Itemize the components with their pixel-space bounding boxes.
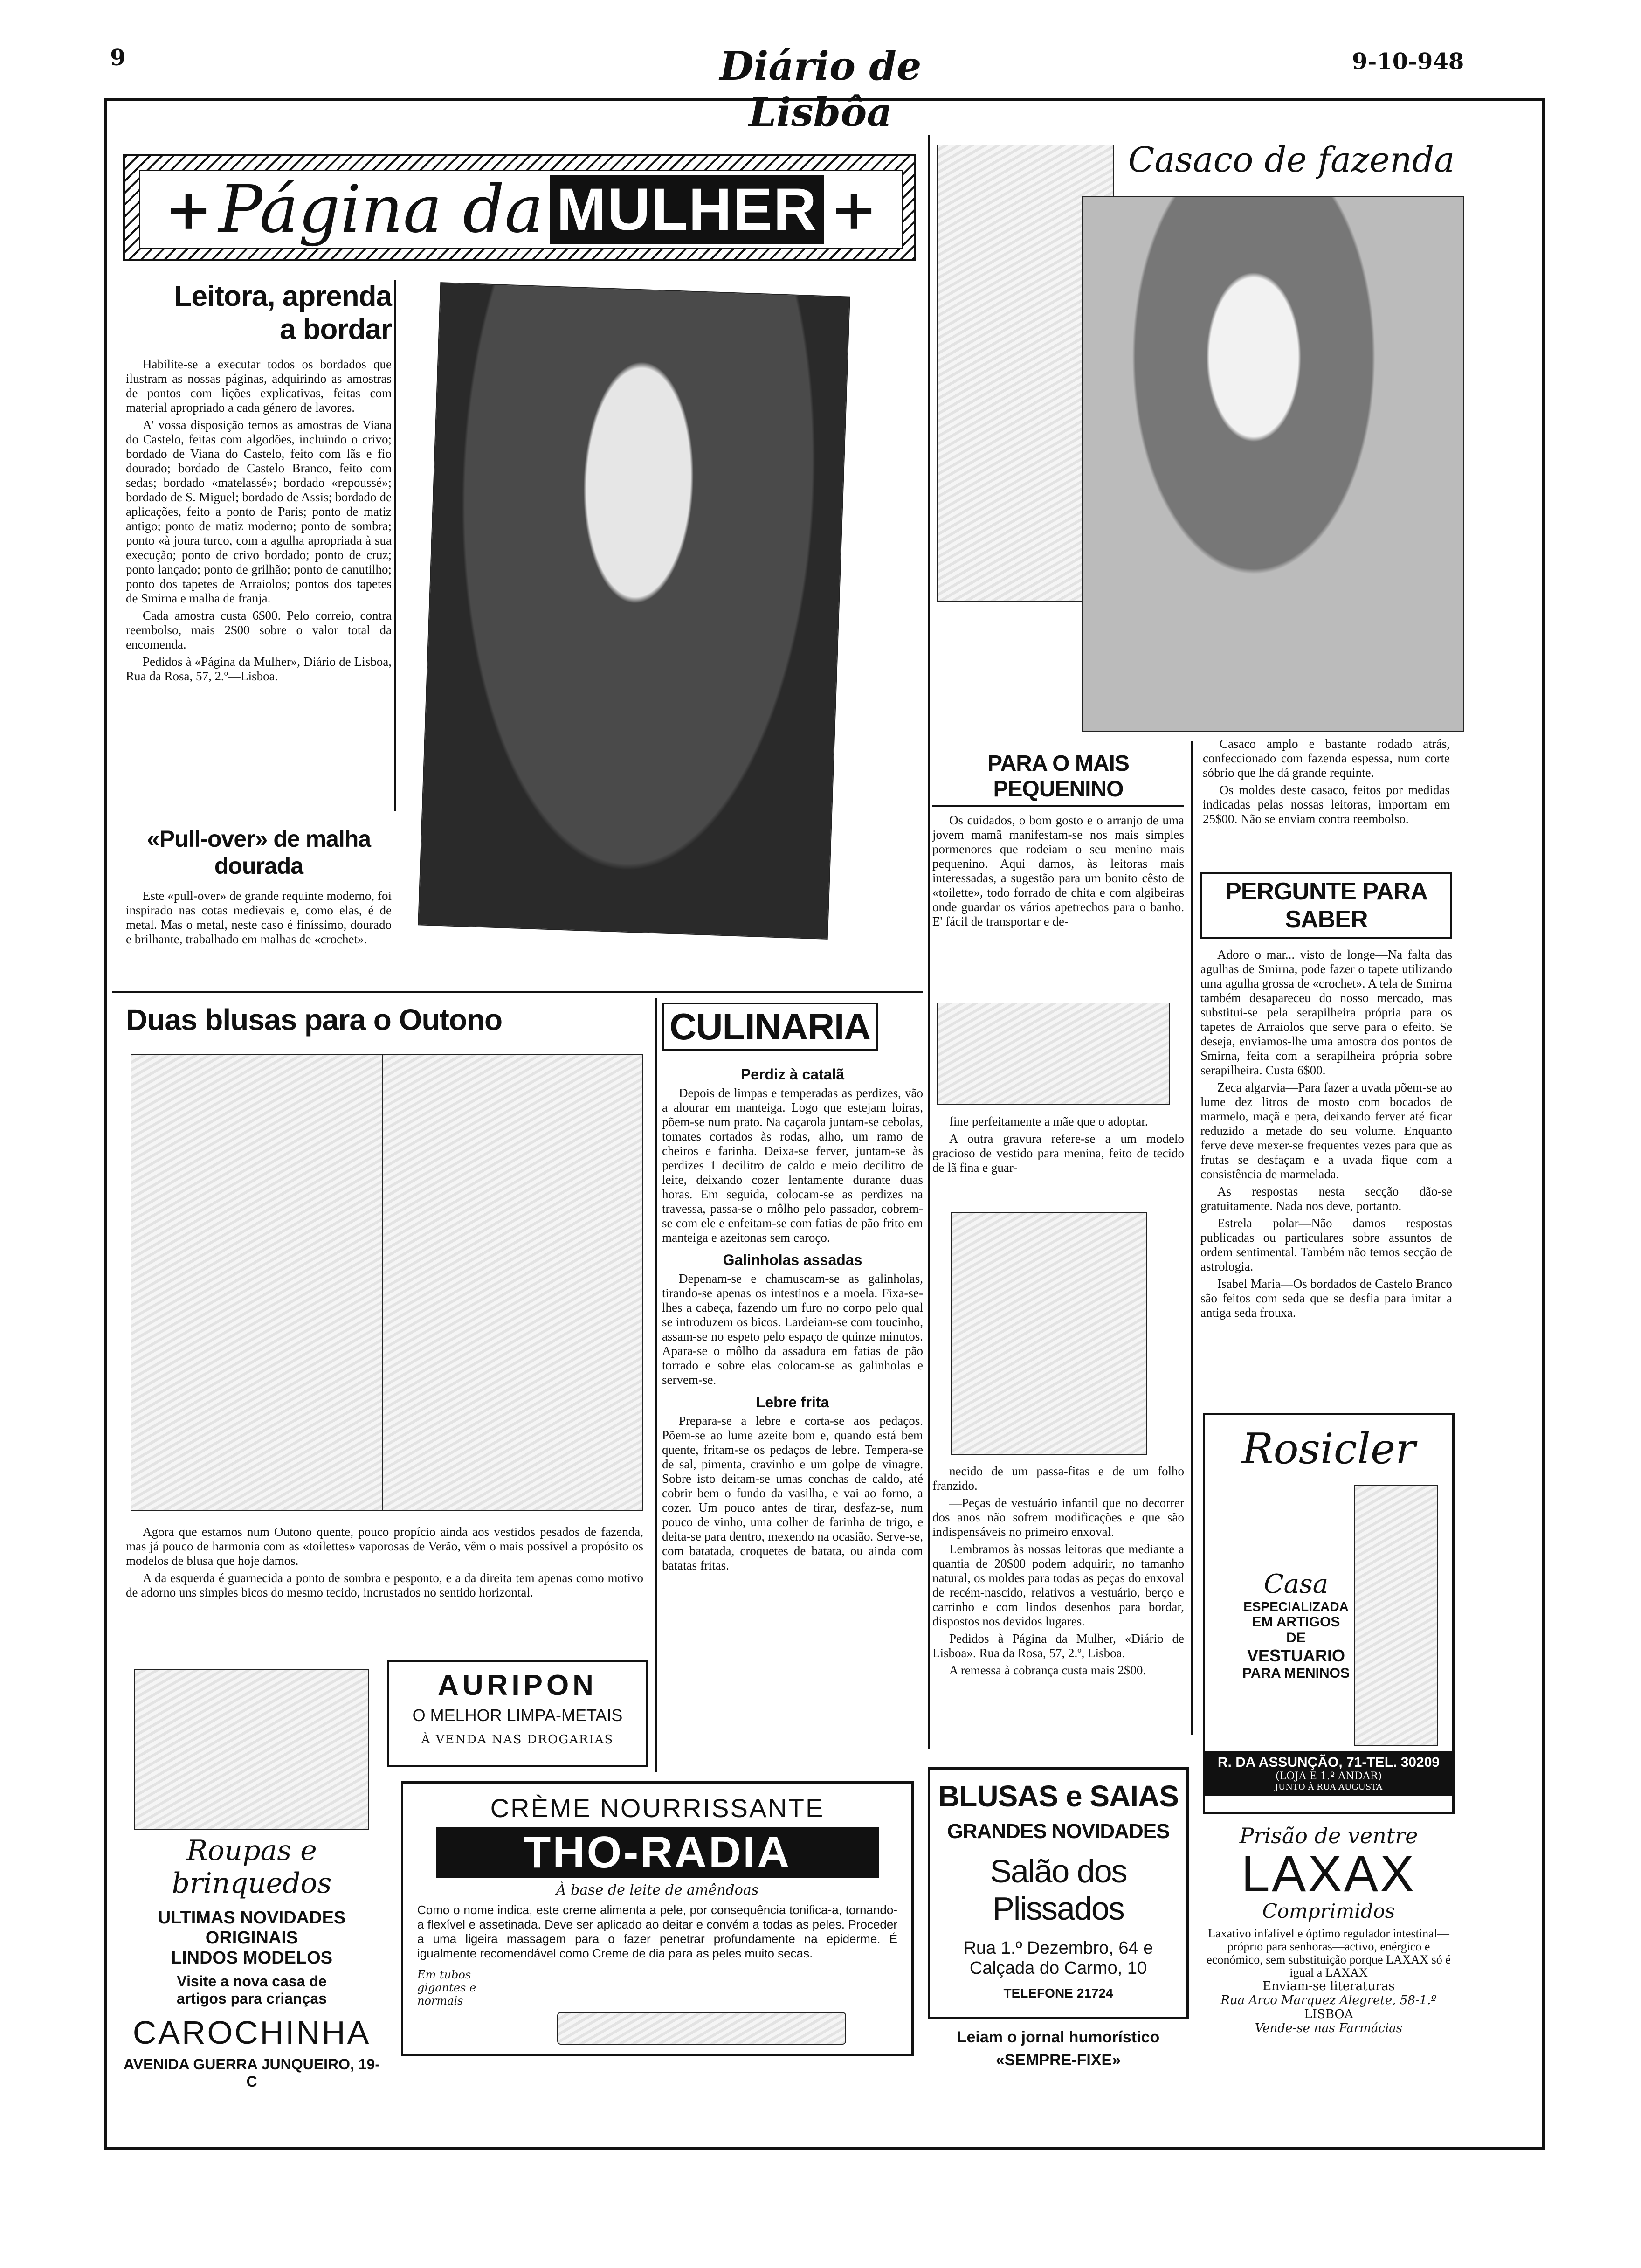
recipe-2-title: Galinholas assadas [723, 1252, 862, 1268]
pequenino-cont [932, 1114, 1184, 1178]
pergunte-p3: As respostas nesta secção dão-se gratuitamente. Nada nos deve, portanto. [1200, 1184, 1452, 1213]
carochinha-script: Roupas e brinquedos [172, 1834, 332, 1900]
pullover-photo [418, 282, 850, 940]
carochinha-l5: artigos para crianças [177, 1990, 327, 2007]
page-number: 9 [110, 45, 126, 71]
rosicler-ad [1203, 1413, 1455, 1814]
rosicler-addr: R. DA ASSUNÇÃO, 71-TEL. 30209 [1217, 1755, 1440, 1770]
children-illustration [134, 1669, 369, 1830]
leitora-article [126, 280, 392, 686]
leitora-rule [394, 280, 396, 811]
pequenino-p3: A outra gravura refere-se a um modelo gracioso de vestido para menina, feito de tecido de lã fina e guar- [932, 1132, 1184, 1175]
pequenino-title: PARA O MAIS PEQUENINO [932, 751, 1184, 807]
carochinha-l4: Visite a nova casa de [177, 1973, 327, 1990]
rosicler-addr3: JUNTO À RUA AUGUSTA [1275, 1782, 1383, 1792]
pullover-title-1: «Pull-over» de malha [146, 826, 371, 852]
casaco-portrait-photo [1082, 196, 1464, 732]
culinaria-article [662, 1003, 923, 1576]
thoradia-text: Como o nome indica, este creme alimenta a pele, por consequência tonifica-a, tornando-a flexível e assetinada. Deve ser aplicado ao deitar e convém a todas as peles. Proceder a uma ligeira massagem para o fazer penetrar profundamente na epiderme. É igualmente recomendável como Creme de dia para as peles muito secas. [417, 1903, 897, 1960]
cream-tube-illustration [557, 2012, 846, 2045]
blusas-p2: A da esquerda é guarnecida a ponto de sombra e pesponto, e a da direita tem apenas como motivo de adorno uns simples bicos do mesmo tecido, incrustados no sentido horizontal. [126, 1571, 643, 1599]
blusas-title: Duas blusas para o Outono [126, 1003, 503, 1037]
pequenino-p2: fine perfeitamente a mãe que o adoptar. [949, 1114, 1148, 1128]
rosicler-l4: DE [1286, 1630, 1306, 1646]
laxax-l4: Vende-se nas Farmácias [1255, 2021, 1403, 2035]
sf-l1: Leiam o jornal humorístico [957, 2028, 1160, 2046]
pergunte-p2: Zeca algarvia—Para fazer a uvada põem-se ao lume dez litros de mosto com bocados de marmelo, maçã e pera, deixando ferver até ficar reduzido a metade do seu volume. Enquanto ferve deve mexer-se frequentes vezes para que as frutas se desfaçam e a uvada fique com a consistência de marmelada. [1200, 1080, 1452, 1181]
laxax-sub: Comprimidos [1262, 1900, 1395, 1922]
carochinha-addr: AVENIDA GUERRA JUNQUEIRO, 19-C [124, 2056, 380, 2090]
laxax-ad [1198, 1823, 1459, 2035]
leitora-title-2: a bordar [279, 313, 392, 346]
leitora-p4: Pedidos à «Página da Mulher», Diário de Lisboa, Rua da Rosa, 57, 2.º—Lisboa. [126, 655, 392, 683]
rosicler-l2: ESPECIALIZADA [1243, 1599, 1349, 1614]
culinaria-title: CULINARIA [662, 1003, 878, 1051]
bath-basket-illustration [937, 1003, 1170, 1105]
laxax-text: Laxativo infalível e óptimo regulador intestinal—próprio para senhoras—activo, enérgico e económico, sem substituição porque LAXAX só é igual a LAXAX [1207, 1927, 1451, 1979]
pequenino-p7: Pedidos à Página da Mulher, «Diário de Lisboa». Rua da Rosa, 57, 2.º, Lisboa. [932, 1632, 1184, 1660]
pullover-title-2: dourada [214, 853, 303, 879]
rosicler-l1: Casa [1263, 1569, 1329, 1599]
pergunte-p4: Estrela polar—Não damos respostas publicadas ou particulares sobre assuntos de ordem sentimental. Também não temos secção de astrologia. [1200, 1216, 1452, 1273]
laxax-name: LAXAX [1241, 1845, 1416, 1902]
baby-dress-illustration [951, 1212, 1147, 1455]
leitora-p1: Habilite-se a executar todos os bordados que ilustram as nossas páginas, adquirindo as amostras de pontos com lições explicativas, feitas com material apropriado a cada género de lavores. [126, 357, 392, 415]
blouse-right-illustration [382, 1054, 643, 1511]
laxax-l1: Enviam-se literaturas [1262, 1979, 1395, 1993]
thoradia-top: CRÈME NOURRISSANTE [490, 1793, 825, 1823]
rosicler-name: Rosicler [1241, 1424, 1416, 1473]
auripon-name: AURIPON [438, 1669, 597, 1701]
col-divider-2 [1191, 741, 1193, 1735]
newspaper-title: Diário de Lisbôa [719, 43, 922, 135]
bs-tel: TELEFONE 21724 [1003, 1986, 1113, 2000]
thoradia-tubes: Em tubos gigantes e normais [417, 1968, 476, 2007]
thoradia-brand: THO-RADIA [436, 1827, 879, 1878]
issue-date: 9-10-948 [1352, 48, 1464, 75]
leitora-p2: A' vossa disposição temos as amostras de Viana do Castelo, feitas com algodões, incluindo o crivo; bordado de Viana do Castelo, feito com lãs e fio dourado; bordado de Castelo Branco, feito com sedas; bordado «matelassé»; bordado «repoussé»; bordado de S. Miguel; bordado de Assis; bordado de aplicações, feito a ponto de Paris; ponto de matiz antigo; ponto de matiz moderno; ponto de sombra; ponto «à joura turco, com a agulha apropriada à sua execução; ponto de crivo bordado; ponto de cruz; ponto lançado; ponto de grilhão; ponto de canutilho; ponto dos tapetes de Arraiolos; pontos dos tapetes de Smirna e malha de franja. [126, 418, 392, 605]
laxax-top: Prisão de ventre [1239, 1823, 1418, 1848]
pequenino-p8: A remessa à cobrança custa mais 2$00. [949, 1663, 1146, 1677]
pergunte-title: PERGUNTE PARA SABER [1200, 872, 1452, 939]
recipe-3-text: Prepara-se a lebre e corta-se aos pedaços. Põem-se ao lume azeite bom e, quando está bem quente, fritam-se os pedaços de lebre. Tempera-se de sal, pimenta, cravinho e um golpe de vinagre. Sobre isto deitam-se umas conchas de caldo, até cobrir bem o fundo da vasilha, e vai ao forno, a cozer. Um pouco antes de tirar, desfaz-se, num pouco de vinho, uma colher de farinha de trigo, e deita-se para dentro, mexendo na ocasião. Serve-se, com batatada, croquetes de batata, ou ainda com batatas fritas. [662, 1414, 923, 1572]
thoradia-ad [401, 1781, 914, 2056]
pergunte-p5: Isabel Maria—Os bordados de Castelo Branco são feitos com seda que se desfia para imitar a antiga seda frouxa. [1200, 1277, 1452, 1320]
col-divider-1 [928, 135, 930, 1749]
rosicler-addr2: (LOJA E 1.º ANDAR) [1275, 1770, 1382, 1782]
blusas-text [126, 1525, 643, 1603]
carochinha-name: CAROCHINHA [132, 2014, 371, 2051]
leitora-p3: Cada amostra custa 6$00. Pelo correio, contra reembolso, mais 2$00 sobre o valor total da encomenda. [126, 608, 392, 651]
blusas-p1: Agora que estamos num Outono quente, pouco propício ainda aos vestidos pesados de fazenda, mas já pouco de harmonia com as «toilettes» vaporosas de Verão, vêm o mais possível a propósito os modelos de blusa que hoje damos. [126, 1525, 643, 1568]
pequenino-p1: Os cuidados, o bom gosto e o arranjo de uma jovem mamã manifestam-se nos mais simples pormenores que rodeiam o seu menino mais pequenino. Aqui damos, às leitoras mais interessadas, a sugestão para um bonito cêsto de «toilette», todo forrado de chita e com algibeiras onde guardar os vários apetrechos para o banho. E' fácil de transportar e de- [932, 813, 1184, 928]
rosicler-l6: PARA MENINOS [1242, 1666, 1350, 1681]
col-divider-3 [655, 998, 657, 1772]
pequenino-article [932, 751, 1184, 932]
sempre-fixe-ad [928, 2028, 1189, 2069]
leitora-title-1: Leitora, aprenda [174, 280, 392, 312]
recipe-2-text: Depenam-se e chamuscam-se as galinholas, tirando-se apenas os intestinos e a moela. Fixa-se-lhes a cabeça, fazendo um furo no corpo pelo qual se introduzem os bicos. Lardeiam-se com toucinho, assam-se no espeto pelo espaço de quinze minutos. Apara-se o môlho da assadura em fatias de pão torrado e sobre elas colocam-se as galinholas e servem-se. [662, 1272, 923, 1387]
bs-l4: Calçada do Carmo, 10 [969, 1958, 1147, 1978]
rosicler-l5: VESTUARIO [1247, 1646, 1345, 1665]
pequenino-p5: —Peças de vestuário infantil que no decorrer dos anos não sofrem modificações e que são indispensáveis no primeiro enxoval. [932, 1496, 1184, 1539]
divider-mid-left [112, 991, 923, 993]
thoradia-sub: À base de leite de amêndoas [556, 1882, 759, 1898]
banner-script: Página da [218, 171, 544, 248]
bs-l2: Salão dos Plissados [990, 1853, 1127, 1927]
casaco-text [1203, 737, 1450, 829]
laxax-l2: Rua Arco Marquez Alegrete, 58-1.º [1220, 1993, 1437, 2007]
auripon-small: À VENDA NAS DROGARIAS [421, 1733, 614, 1747]
carochinha-l2: ORIGINAIS [205, 1928, 298, 1948]
banner-plus-left: + [165, 176, 212, 242]
rosicler-l3: EM ARTIGOS [1252, 1614, 1340, 1630]
section-banner [123, 154, 916, 261]
blouse-left-illustration [131, 1054, 392, 1511]
carochinha-ad [121, 1669, 382, 2090]
casaco-p2: Os moldes deste casaco, feitos por medidas indicadas pelas nossas leitoras, importam em 25$00. Não se enviam contra reembolso. [1203, 783, 1450, 826]
recipe-3-title: Lebre frita [756, 1394, 829, 1411]
laxax-l3: LISBOA [1304, 2007, 1353, 2021]
carochinha-l3: LINDOS MODELOS [171, 1948, 333, 1968]
auripon-ad [387, 1660, 648, 1767]
recipe-1-text: Depois de limpas e temperadas as perdizes, vão a alourar em manteiga. Logo que estejam loiras, põem-se num prato. Na caçarola juntam-se cebolas, tomates cortados às rodas, alho, um ramo de cheiros e farinha. Deixa-se ferver, juntam-se às perdizes 1 decilitro de caldo e meio decilitro de leite, deixando cozer lentamente durante duas horas. Em seguida, colocam-se as perdizes na travessa, passa-se o môlho pelo passador, cobrem-se com ele e enfeitam-se com fatias de pão frito em manteiga e azeitonas sem caroço. [662, 1086, 923, 1245]
carochinha-l1: ULTIMAS NOVIDADES [158, 1908, 346, 1928]
bs-l1: GRANDES NOVIDADES [947, 1820, 1170, 1843]
recipe-1-title: Perdiz à catalã [740, 1066, 845, 1083]
boy-illustration [1354, 1485, 1438, 1746]
pergunte-p1: Adoro o mar... visto de longe—Na falta das agulhas de Smirna, pode fazer o tapete utilizando uma agulha grossa de «crochet». A tela de Smirna também desapareceu do nosso mercado, mas substitui-se pela serapilheira própria para os tapetes de Arraiolos que serve para o efeito. Se deseja, enviamos-lhe uma amostra dos pontos de Smirna, feita com a serapilheira própria sobre serapilheira. Custa 6$00. [1200, 947, 1452, 1077]
auripon-line: O MELHOR LIMPA-METAIS [412, 1706, 623, 1725]
pergunte-article [1200, 872, 1452, 1323]
bs-title: BLUSAS e SAIAS [938, 1779, 1179, 1813]
bs-l3: Rua 1.º Dezembro, 64 e [963, 1938, 1153, 1958]
casaco-p1: Casaco amplo e bastante rodado atrás, confeccionado com fazenda espessa, num corte sóbrio que lhe dá grande requinte. [1203, 737, 1450, 780]
casaco-title: Casaco de fazenda [1128, 140, 1455, 180]
banner-caps: MULHER [550, 175, 824, 244]
pequenino-p4: necido de um passa-fitas e de um folho franzido. [932, 1464, 1184, 1493]
sf-l2: «SEMPRE-FIXE» [995, 2051, 1121, 2069]
blusas-saias-ad [928, 1767, 1189, 2019]
pequenino-p6: Lembramos às nossas leitoras que mediante a quantia de 20$00 podem adquirir, no tamanho natural, os moldes para todas as peças do enxoval de recém-nascido, relativos a vestuário, berço e carrinho e com lindos desenhos para bordar, dispostos nos devidos lugares. [932, 1542, 1184, 1628]
banner-plus-right: + [830, 176, 877, 242]
pullover-text: Este «pull-over» de grande requinte moderno, foi inspirado nas cotas medievais e, como elas, é de metal. Mas o metal, neste caso é finíssimo, dourado e brilhante, trabalhado em malhas de «crochet». [126, 889, 392, 946]
pequenino-cont2 [932, 1464, 1184, 1680]
pullover-article [126, 825, 392, 949]
